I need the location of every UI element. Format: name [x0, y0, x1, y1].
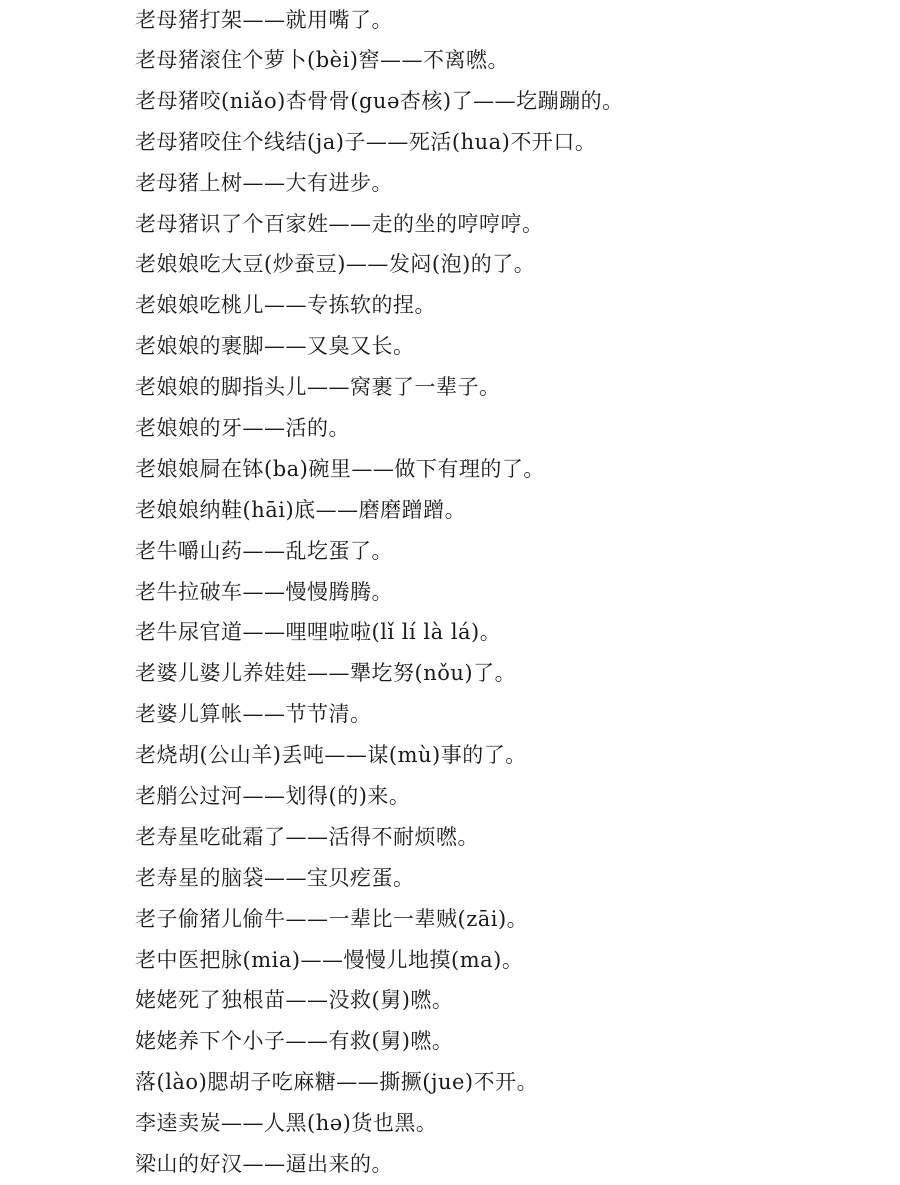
proverb-line: 老母猪滚住个萝卜(bèi)窖——不离嘫。	[135, 48, 509, 72]
proverb-line: 老娘娘纳鞋(hāi)底——磨磨蹭蹭。	[135, 497, 467, 522]
proverb-line: 姥姥死了独根苗——没救(舅)嘫。	[135, 988, 454, 1013]
proverb-line: 老母猪识了个百家姓——走的坐的哼哼哼。	[135, 211, 544, 236]
proverb-line: 老娘娘吃大豆(炒蚕豆)——发闷(泡)的了。	[135, 252, 536, 277]
proverb-line: 老娘娘吃桃儿——专拣软的捏。	[135, 293, 436, 318]
proverb-line: 老娘娘的脚指头儿——窝裹了一辈子。	[135, 375, 501, 400]
proverb-line: 老牛拉破车——慢慢腾腾。	[135, 579, 393, 604]
proverb-line: 落(lào)腮胡子吃麻糖——撕撅(jue)不开。	[135, 1070, 539, 1095]
proverb-line: 老子偷猪儿偷牛——一辈比一辈贼(zāi)。	[135, 906, 529, 931]
proverb-line: 老寿星吃砒霜了——活得不耐烦嘫。	[135, 824, 479, 849]
proverb-line: 老母猪咬(niǎo)杏骨骨(guə杏核)了——圪蹦蹦的。	[135, 88, 624, 113]
proverb-line: 姥姥养下个小子——有救(舅)嘫。	[135, 1029, 454, 1054]
proverb-line: 老婆儿婆儿养娃娃——犟圪努(nǒu)了。	[135, 661, 517, 686]
proverb-line: 老娘娘的牙——活的。	[135, 416, 350, 441]
proverb-line: 老寿星的脑袋——宝贝疙蛋。	[135, 865, 415, 890]
proverb-line: 老母猪上树——大有进步。	[135, 170, 393, 195]
proverb-line: 老娘娘屙在钵(ba)碗里——做下有理的了。	[135, 456, 545, 481]
proverb-line: 梁山的好汉——逼出来的。	[135, 1152, 393, 1177]
proverb-line: 老艄公过河——划得(的)来。	[135, 784, 411, 809]
proverb-line: 老母猪咬住个线结(ja)子——死活(hua)不开口。	[135, 129, 597, 154]
proverb-list	[135, 0, 875, 1185]
proverb-line: 老娘娘的裹脚——又臭又长。	[135, 334, 415, 359]
proverb-line: 老中医把脉(mia)——慢慢儿地摸(ma)。	[135, 947, 524, 972]
proverb-line: 老烧胡(公山羊)丢吨——谋(mù)事的了。	[135, 743, 527, 768]
proverb-line: 老母猪打架——就用嘴了。	[135, 8, 393, 32]
proverb-line: 老婆儿算帐——节节清。	[135, 702, 372, 727]
proverb-line: 李逵卖炭——人黑(hə)货也黑。	[135, 1111, 438, 1136]
proverb-line: 老牛尿官道——哩哩啦啦(lǐ lí là lá)。	[135, 620, 502, 645]
proverb-line: 老牛嚼山药——乱圪蛋了。	[135, 538, 393, 563]
